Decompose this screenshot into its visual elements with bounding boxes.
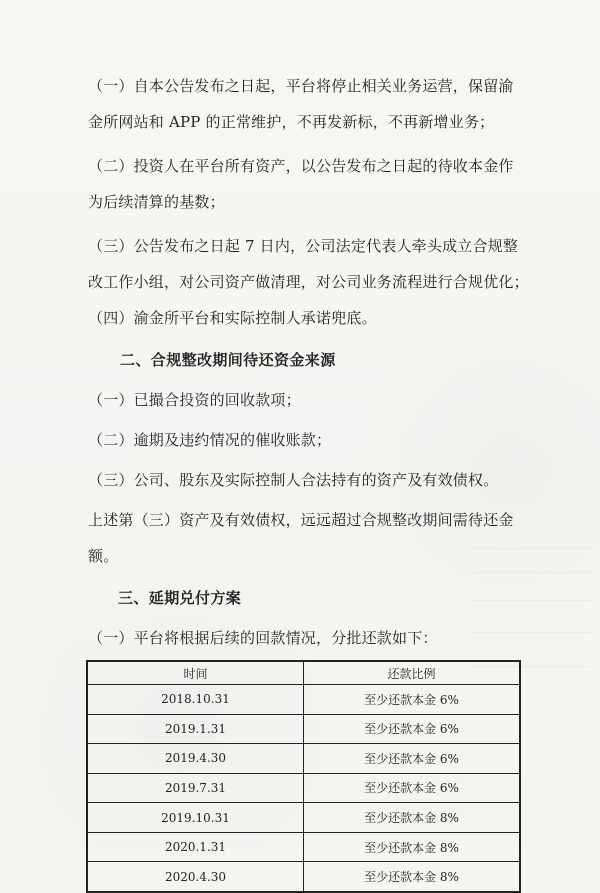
table-cell-repayment-ratio: 至少还款本金 6%: [304, 685, 520, 715]
table-cell-time: 2019.7.31: [88, 773, 304, 803]
table-row: [88, 773, 520, 803]
paragraph-1-line-2: 金所网站和 APP 的正常维护，不再发新标，不再新增业务；: [88, 113, 495, 131]
table-cell-repayment-ratio: 至少还款本金 8%: [304, 803, 520, 833]
table-row: [88, 832, 520, 862]
section-heading-3: 三、延期兑付方案: [118, 589, 242, 607]
table-cell-repayment-ratio: 至少还款本金 6%: [304, 773, 520, 803]
section-heading-2: 二、合规整改期间待还资金来源: [120, 351, 336, 369]
table-row: [88, 714, 520, 744]
table-cell-repayment-ratio: 至少还款本金 8%: [304, 862, 520, 892]
table-header-repayment-ratio: 还款比例: [304, 662, 520, 685]
table-header-time: 时间: [88, 662, 304, 685]
paragraph-6: （二）逾期及违约情况的催收账款；: [88, 431, 332, 449]
paragraph-3-line-2: 改工作小组，对公司资产做清理，对公司业务流程进行合规优化；: [88, 273, 529, 291]
paragraph-7: （三）公司、股东及实际控制人合法持有的资产及有效债权。: [88, 471, 499, 489]
repayment-table: [86, 660, 521, 893]
table-row: [88, 685, 520, 715]
paragraph-8-line-1: 上述第（三）资产及有效债权，远远超过合规整改期间需待还金: [88, 511, 514, 529]
paragraph-9: （一）平台将根据后续的回款情况，分批还款如下：: [88, 629, 438, 647]
table-cell-time: 2019.4.30: [88, 744, 304, 774]
paragraph-2-line-2: 为后续清算的基数；: [88, 193, 225, 211]
paragraph-5: （一）已撮合投资的回收款项；: [88, 391, 301, 409]
repayment-schedule-table: [87, 661, 520, 892]
table-row: [88, 862, 520, 892]
table-cell-repayment-ratio: 至少还款本金 6%: [304, 744, 520, 774]
table-cell-time: 2019.10.31: [88, 803, 304, 833]
table-cell-time: 2018.10.31: [88, 685, 304, 715]
paragraph-2-line-1: （二）投资人在平台所有资产，以公告发布之日起的待收本金作: [88, 157, 514, 175]
table-cell-time: 2019.1.31: [88, 714, 304, 744]
table-cell-time: 2020.4.30: [88, 862, 304, 892]
paragraph-4: （四）渝金所平台和实际控制人承诺兜底。: [88, 309, 377, 327]
table-row: [88, 803, 520, 833]
table-cell-repayment-ratio: 至少还款本金 8%: [304, 832, 520, 862]
table-row: [88, 744, 520, 774]
table-cell-time: 2020.1.31: [88, 832, 304, 862]
paragraph-3-line-1: （三）公告发布之日起 7 日内，公司法定代表人牵头成立合规整: [88, 237, 519, 255]
table-header-row: [88, 662, 520, 685]
table-cell-repayment-ratio: 至少还款本金 6%: [304, 714, 520, 744]
paragraph-8-line-2: 额。: [88, 547, 119, 565]
paragraph-1-line-1: （一）自本公告发布之日起，平台将停止相关业务运营，保留渝: [88, 77, 514, 95]
